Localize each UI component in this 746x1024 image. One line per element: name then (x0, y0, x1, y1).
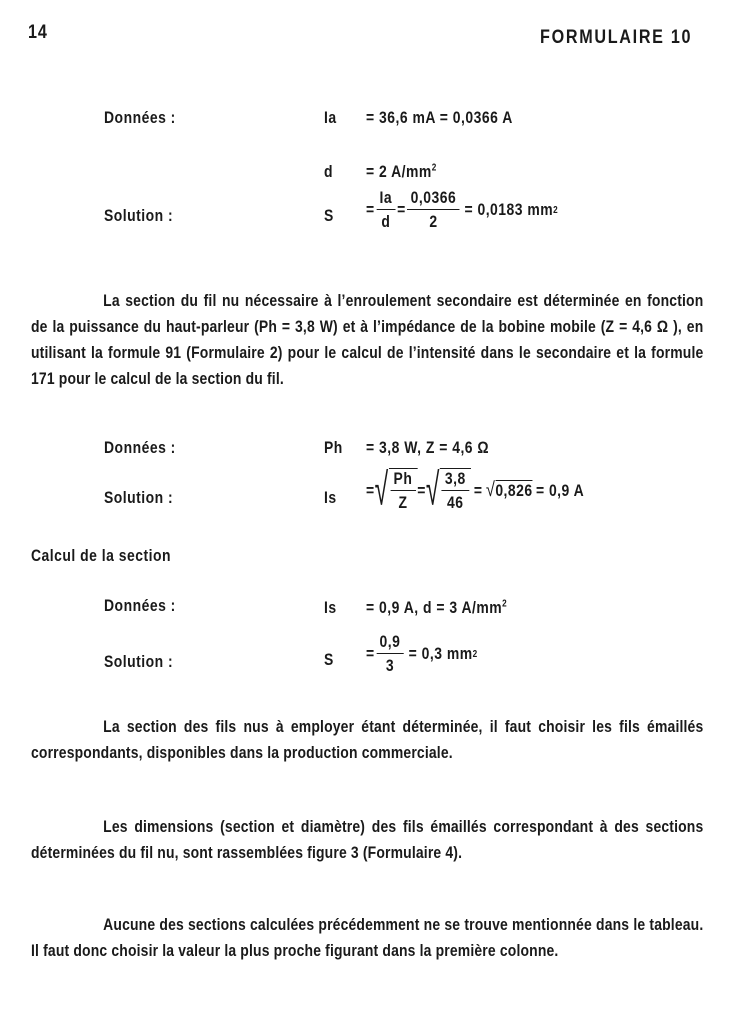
sqrt-value-fraction: √ $\frac{3,8}{46}$ (426, 468, 471, 513)
solution-label-2: Solution : (104, 488, 174, 507)
section-formula-2: = $\frac{0,9}{3}$ = 0,3 mm 2 (366, 632, 478, 675)
donnees-label: Données : (104, 108, 176, 127)
variable-is-2: Is (324, 598, 337, 617)
variable-is: Is (324, 488, 337, 507)
paragraph-nearest-value: Aucune des sections calculées précédemment ne se trouve mentionnée dans le tableau. Il faut donc choisir la valeur la plus proche figurant dans la première colonne. (31, 915, 704, 960)
variable-ia: Ia (324, 108, 337, 127)
sqrt-result: √0,826 (485, 479, 533, 501)
fraction-value: $\frac{0,0366}{2}$ (407, 188, 459, 232)
current-formula: = √ $\frac{Ph}{Z}$ = √ $\frac{3,8}{46}$ = √0,826 = 0,9 A (366, 465, 585, 515)
ia-value: = 36,6 mA = 0,0366 A (366, 108, 513, 127)
d-value: = 2 $A/mm^2$ (366, 162, 437, 181)
fraction-0-9-over-3: $\frac{0,9}{3}$ (376, 632, 403, 676)
solution-label: Solution : (104, 206, 174, 225)
section-formula: = $\frac{Ia}{d}$ = $\frac{0,0366}{2}$ = 0,0183 mm 2 (366, 188, 559, 231)
variable-s: S (324, 206, 334, 225)
variable-ph: Ph (324, 438, 343, 457)
variable-s-2: S (324, 650, 334, 669)
fraction-ia-over-d: $\frac{Ia}{d}$ (376, 188, 395, 232)
solution-label-3: Solution : (104, 652, 174, 671)
paragraph-enamelled-wire: La section des fils nus à employer étant déterminée, il faut choisir les fils émaillés correspondants, disponibles dans la production commerciale. (31, 717, 704, 762)
donnees-label-3: Données : (104, 596, 176, 615)
page-number: 14 (28, 22, 48, 43)
paragraph-dimensions: Les dimensions (section et diamètre) des fils émaillés correspondant à des sections déterminées du fil nu, sont rassemblées figure 3 (Formulaire 4). (31, 817, 704, 862)
sqrt-ph-over-z: √ $\frac{Ph}{Z}$ (375, 468, 418, 513)
subheading-calcul-section: Calcul de la section (31, 546, 172, 565)
paragraph-wire-section: La section du fil nu nécessaire à l’enroulement secondaire est déterminée en fonction de la puissance du haut-parleur (Ph = 3,8 W) et à l’impédance de la bobine mobile (Z = 4,6 Ω ), en utilisant la formule 91 (Formulaire 2) pour le calcul de l’intensité dans le secondaire et la formule 171 pour le calcul de la section du fil. (31, 291, 704, 388)
variable-d: d (324, 162, 334, 181)
is-value: = 0,9 A, d = 3 $A/mm^2$ (366, 598, 508, 617)
donnees-label-2: Données : (104, 438, 176, 457)
ph-value: = 3,8 W, Z = 4,6 Ω (366, 438, 490, 457)
section-title: FORMULAIRE 10 (540, 27, 693, 48)
